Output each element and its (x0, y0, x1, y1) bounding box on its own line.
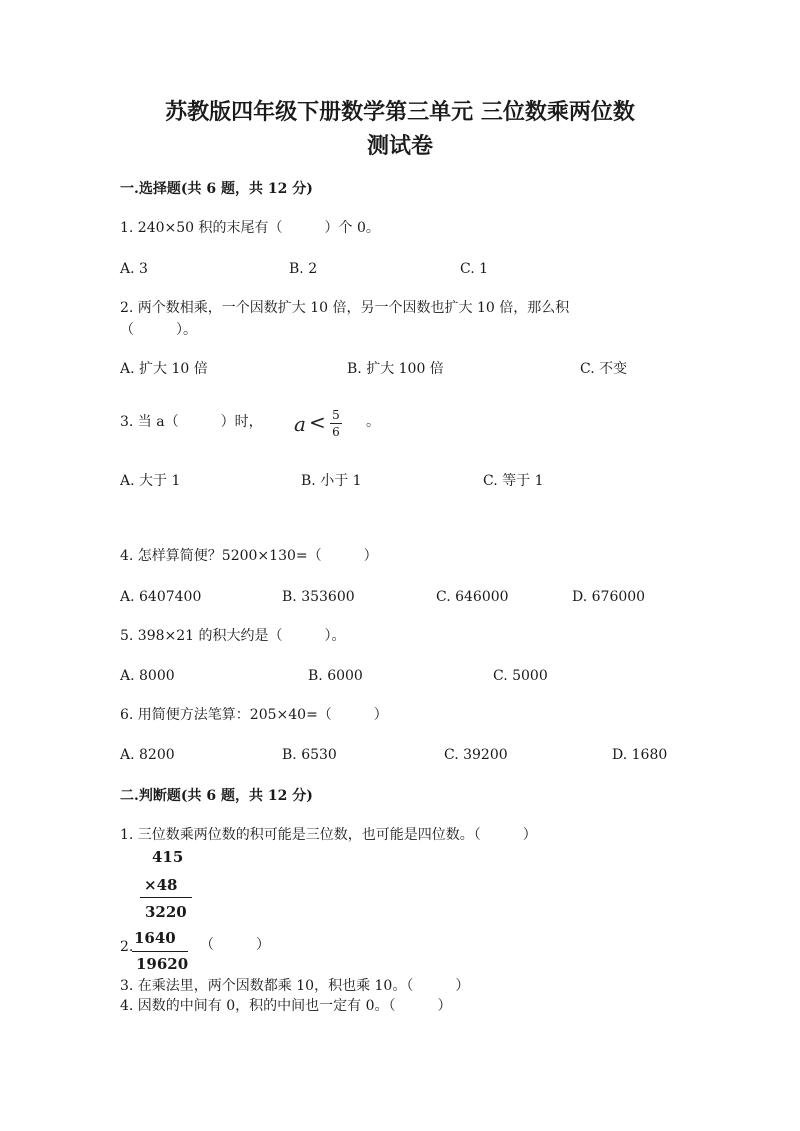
fraction-numerator: 5 (332, 408, 340, 422)
math-less-than: < (309, 410, 326, 434)
section-title-choice: 一.选择题(共 6 题，共 12 分) (120, 181, 313, 197)
question-5-option-b[interactable]: B. 6000 (308, 668, 363, 684)
question-2-option-a[interactable]: A. 扩大 10 倍 (120, 361, 208, 377)
page-title-line1: 苏教版四年级下册数学第三单元 三位数乘两位数 (165, 99, 635, 125)
judge-3-text: 3. 在乘法里，两个因数都乘 10，积也乘 10。（ ） (120, 978, 470, 994)
question-2-text-line1: 2. 两个数相乘，一个因数扩大 10 倍，另一个因数也扩大 10 倍，那么积 (120, 300, 570, 316)
section-title-judge: 二.判断题(共 6 题，共 12 分) (120, 788, 313, 804)
question-2-option-c[interactable]: C. 不变 (580, 361, 628, 377)
question-6-text: 6. 用简便方法笔算：205×40=（ ） (120, 707, 388, 723)
question-4-option-c[interactable]: C. 646000 (436, 589, 509, 605)
fraction-denominator: 6 (332, 425, 340, 439)
math-variable: a (294, 412, 306, 436)
question-3-text-suffix: 。 (366, 414, 380, 430)
judge-2-answer-blank[interactable]: （ ） (200, 937, 270, 953)
question-5-option-c[interactable]: C. 5000 (493, 668, 548, 684)
question-3-option-a[interactable]: A. 大于 1 (120, 473, 181, 489)
question-1-option-a[interactable]: A. 3 (120, 261, 148, 277)
question-1-text: 1. 240×50 积的末尾有（ ）个 0。 (120, 220, 380, 236)
question-6-option-c[interactable]: C. 39200 (444, 747, 508, 763)
question-4-option-a[interactable]: A. 6407400 (120, 589, 202, 605)
question-1-option-b[interactable]: B. 2 (289, 261, 318, 277)
question-2-option-b[interactable]: B. 扩大 100 倍 (347, 361, 444, 377)
question-1-option-c[interactable]: C. 1 (460, 261, 489, 277)
question-2-text-line2: （ ）。 (120, 322, 197, 338)
fraction-bar (330, 423, 342, 424)
judge-1-text: 1. 三位数乘两位数的积可能是三位数，也可能是四位数。（ ） (120, 827, 537, 843)
question-3-option-c[interactable]: C. 等于 1 (483, 473, 544, 489)
question-3-option-b[interactable]: B. 小于 1 (301, 473, 362, 489)
question-5-option-a[interactable]: A. 8000 (120, 668, 175, 684)
question-4-option-d[interactable]: D. 676000 (572, 589, 646, 605)
judge-4-text: 4. 因数的中间有 0，积的中间也一定有 0。（ ） (120, 998, 452, 1014)
question-6-option-d[interactable]: D. 1680 (612, 747, 668, 763)
question-5-text: 5. 398×21 的积大约是（ ）。 (120, 628, 346, 644)
calc-result: 19620 (136, 955, 189, 973)
question-4-text: 4. 怎样算简便？5200×130=（ ） (120, 548, 378, 564)
question-6-option-a[interactable]: A. 8200 (120, 747, 175, 763)
calc-rule-2 (132, 951, 188, 952)
calc-partial-product-1: 3220 (145, 903, 187, 921)
calc-partial-product-2: 1640 (134, 929, 176, 947)
calc-rule-1 (140, 897, 192, 898)
question-6-option-b[interactable]: B. 6530 (282, 747, 337, 763)
page-title-line2: 测试卷 (366, 133, 433, 159)
question-4-option-b[interactable]: B. 353600 (282, 589, 355, 605)
calc-multiplier: ×48 (144, 876, 178, 894)
question-3-text-prefix: 3. 当 a（ ）时， (120, 414, 263, 430)
calc-top-number: 415 (152, 848, 184, 866)
judge-2-number: 2. (120, 939, 134, 955)
